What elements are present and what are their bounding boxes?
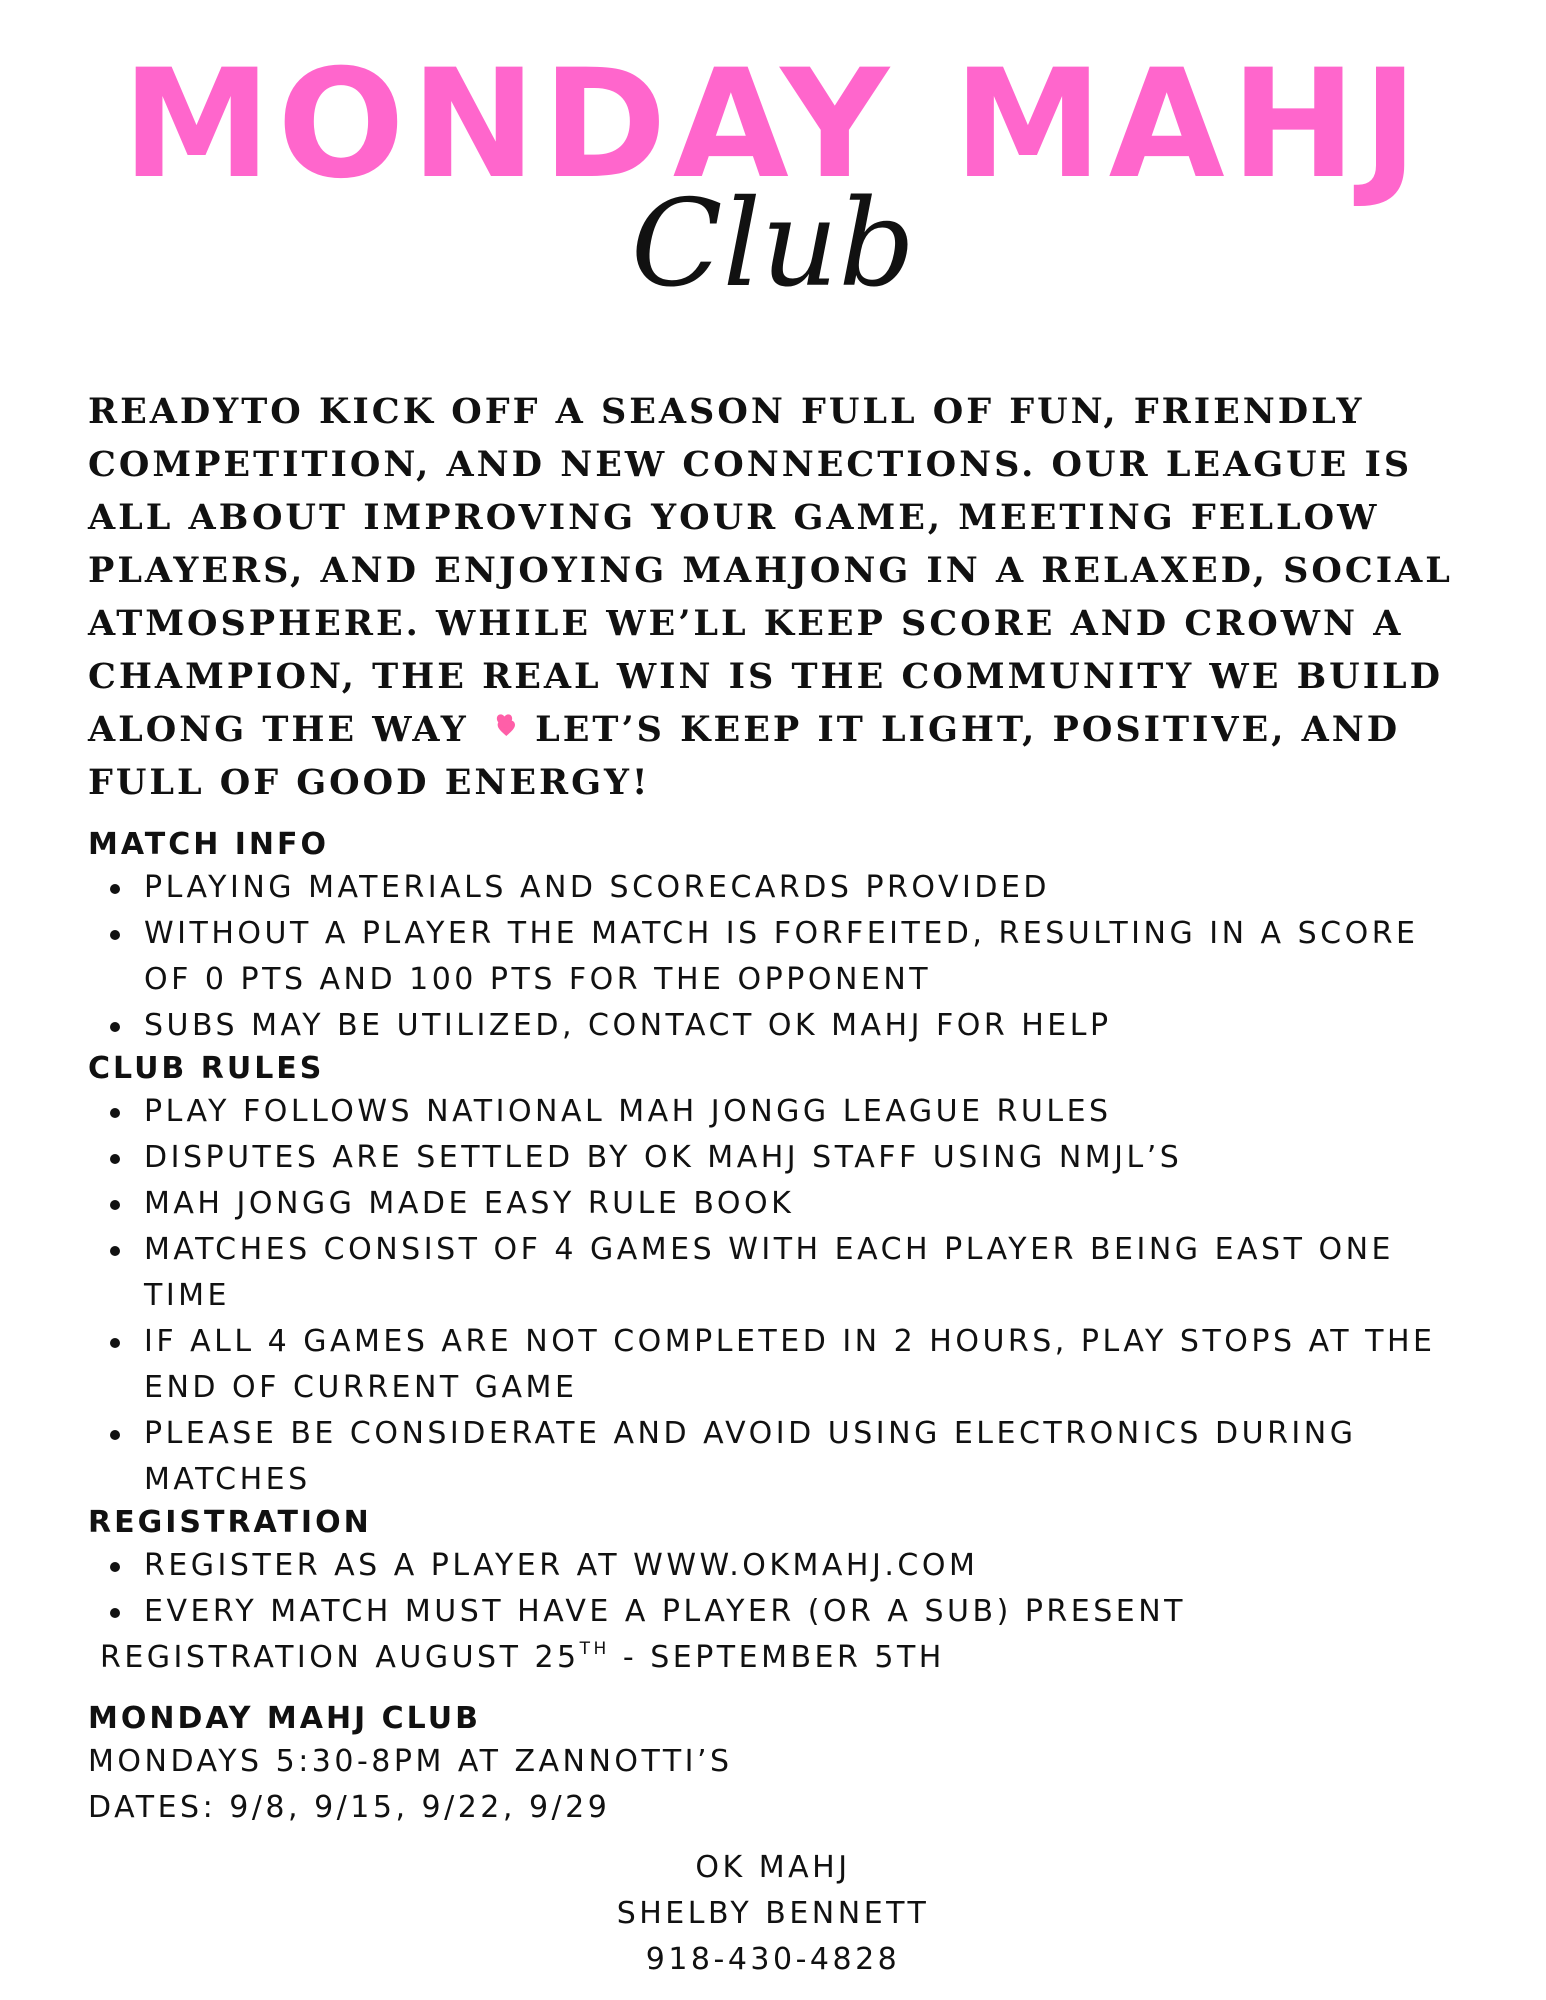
list-item: PLAYING MATERIALS AND SCORECARDS PROVIDED bbox=[88, 865, 1478, 911]
club-rules-heading: CLUB RULES bbox=[88, 1051, 325, 1086]
bullet-icon bbox=[110, 930, 120, 940]
bullet-icon bbox=[110, 1338, 120, 1348]
details-section bbox=[88, 825, 1478, 1831]
two-hearts-icon bbox=[484, 713, 520, 743]
contact-name: SHELBY BENNETT bbox=[616, 1896, 930, 1931]
match-info-heading: MATCH INFO bbox=[88, 827, 330, 862]
list-item: EVERY MATCH MUST HAVE A PLAYER (OR A SUB) PRESENT bbox=[88, 1589, 1478, 1635]
club-dates: DATES: 9/8, 9/15, 9/22, 9/29 bbox=[88, 1790, 611, 1825]
list-item: MAH JONGG MADE EASY RULE BOOK bbox=[88, 1181, 1478, 1227]
list-item: IF ALL 4 GAMES ARE NOT COMPLETED IN 2 HOURS, PLAY STOPS AT THE END OF CURRENT GAME bbox=[88, 1319, 1478, 1411]
bullet-icon bbox=[110, 1562, 120, 1572]
club-heading: MONDAY MAHJ CLUB bbox=[88, 1701, 481, 1736]
list-item: DISPUTES ARE SETTLED BY OK MAHJ STAFF USING NMJL’S bbox=[88, 1135, 1478, 1181]
bullet-icon bbox=[110, 1430, 120, 1440]
bullet-icon bbox=[110, 1154, 120, 1164]
match-info-list bbox=[88, 865, 1478, 1049]
list-item: SUBS MAY BE UTILIZED, CONTACT OK MAHJ FOR HELP bbox=[88, 1003, 1478, 1049]
bullet-icon bbox=[110, 1246, 120, 1256]
list-item: MATCHES CONSIST OF 4 GAMES WITH EACH PLAYER BEING EAST ONE TIME bbox=[88, 1227, 1478, 1319]
club-info-block bbox=[88, 1699, 1478, 1831]
contact-block bbox=[0, 1845, 1546, 1983]
contact-org: OK MAHJ bbox=[695, 1850, 851, 1885]
script-subtitle: Club bbox=[630, 175, 916, 314]
registration-heading: REGISTRATION bbox=[88, 1505, 372, 1540]
registration-dates: REGISTRATION AUGUST 25TH - SEPTEMBER 5TH bbox=[100, 1639, 945, 1675]
list-item: REGISTER AS A PLAYER AT WWW.OKMAHJ.COM bbox=[88, 1543, 1478, 1589]
list-item: PLAY FOLLOWS NATIONAL MAH JONGG LEAGUE RULES bbox=[88, 1089, 1478, 1135]
club-rules-list bbox=[88, 1089, 1478, 1503]
bullet-icon bbox=[110, 1608, 120, 1618]
intro-text-part1: READYTO KICK OFF A SEASON FULL OF FUN, FRIENDLY COMPETITION, AND NEW CONNECTIONS. OUR LEAGUE IS ALL ABOUT IMPROVING YOUR GAME, MEETING FELLOW PLAYERS, AND ENJOYING MAHJONG IN A RELAXED, SOCIAL ATMOSPHERE. WHILE WE’LL KEEP SCORE AND CROWN A CHAMPION, THE REAL WIN IS THE COMMUNITY WE BUILD ALONG THE WAY bbox=[88, 391, 1453, 750]
intro-paragraph bbox=[88, 385, 1478, 809]
bullet-icon bbox=[110, 1108, 120, 1118]
intro-text-part2: LET’S KEEP IT LIGHT, POSITIVE, AND FULL OF GOOD ENERGY! bbox=[88, 709, 1401, 803]
club-schedule: MONDAYS 5:30-8PM AT ZANNOTTI’S bbox=[88, 1744, 733, 1779]
registration-list bbox=[88, 1543, 1478, 1635]
list-item: PLEASE BE CONSIDERATE AND AVOID USING ELECTRONICS DURING MATCHES bbox=[88, 1411, 1478, 1503]
contact-phone: 918-430-4828 bbox=[645, 1942, 901, 1977]
bullet-icon bbox=[110, 1022, 120, 1032]
bullet-icon bbox=[110, 1200, 120, 1210]
list-item: WITHOUT A PLAYER THE MATCH IS FORFEITED, RESULTING IN A SCORE OF 0 PTS AND 100 PTS FOR THE OPPONENT bbox=[88, 911, 1478, 1003]
bullet-icon bbox=[110, 884, 120, 894]
main-title: MONDAY MAHJ bbox=[121, 38, 1425, 212]
